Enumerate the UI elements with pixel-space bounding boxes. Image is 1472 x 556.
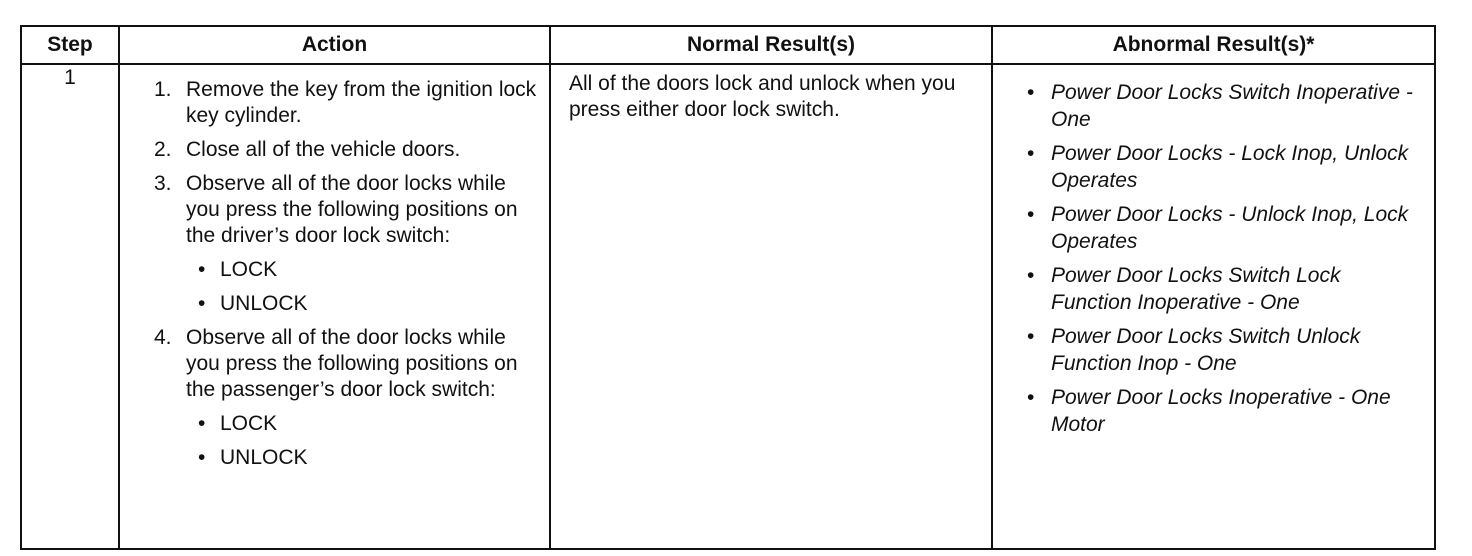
- abnormal-result-item: • Power Door Locks Inoperative - One Motor: [1027, 384, 1426, 438]
- step-number: 1: [21, 64, 119, 549]
- switch-position-item: • UNLOCK: [186, 291, 539, 317]
- abnormal-results-list: [1027, 79, 1426, 438]
- switch-positions-list: [186, 411, 539, 471]
- header-action: Action: [119, 26, 550, 64]
- abnormal-result-item: • Power Door Locks - Unlock Inop, Lock Operates: [1027, 201, 1426, 255]
- action-step-number: 4.: [154, 326, 172, 349]
- action-cell: [119, 64, 550, 549]
- action-step-text: Remove the key from the ignition lock key cylinder.: [186, 78, 537, 127]
- abnormal-result-item: • Power Door Locks - Lock Inop, Unlock Operates: [1027, 140, 1426, 194]
- diagnostic-table: [20, 25, 1436, 550]
- action-step: [154, 77, 539, 129]
- abnormal-result-item: • Power Door Locks Switch Inoperative - One: [1027, 79, 1426, 133]
- switch-positions-list: [186, 257, 539, 317]
- normal-result: All of the doors lock and unlock when you press either door lock switch.: [550, 64, 992, 549]
- action-step: [154, 171, 539, 317]
- action-step-number: 2.: [154, 138, 172, 161]
- header-abnormal-results: Abnormal Result(s)*: [992, 26, 1435, 64]
- action-steps-list: [154, 77, 539, 471]
- action-step: [154, 325, 539, 471]
- switch-position-item: • LOCK: [186, 411, 539, 437]
- abnormal-results-cell: [992, 64, 1435, 549]
- action-step-number: 1.: [154, 78, 172, 101]
- action-step-text: Observe all of the door locks while you press the following positions on the passenger’s door lock switch:: [186, 326, 518, 401]
- switch-position-item: • LOCK: [186, 257, 539, 283]
- header-step: Step: [21, 26, 119, 64]
- abnormal-result-item: • Power Door Locks Switch Lock Function Inoperative - One: [1027, 262, 1426, 316]
- action-step: [154, 137, 539, 163]
- header-normal-results: Normal Result(s): [550, 26, 992, 64]
- switch-position-item: • UNLOCK: [186, 445, 539, 471]
- header-row: [21, 26, 1435, 64]
- table-row: [21, 64, 1435, 549]
- action-step-number: 3.: [154, 172, 172, 195]
- abnormal-result-item: • Power Door Locks Switch Unlock Function Inop - One: [1027, 323, 1426, 377]
- action-step-text: Close all of the vehicle doors.: [186, 138, 461, 161]
- action-step-text: Observe all of the door locks while you press the following positions on the driver’s door lock switch:: [186, 172, 518, 247]
